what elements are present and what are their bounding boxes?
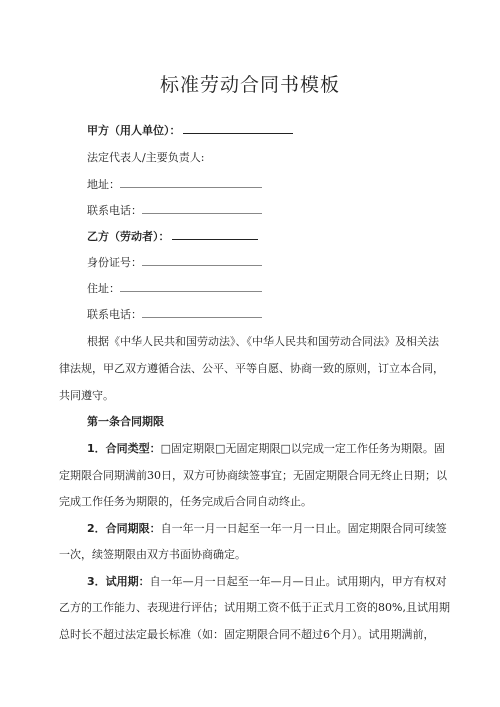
party-a-phone-blank xyxy=(142,203,262,214)
party-a-phone-label: 联系电话： xyxy=(87,204,142,217)
intro-line-3: 共同遵守。 xyxy=(59,389,114,402)
id-number-label: 身份证号： xyxy=(87,256,142,269)
party-b-phone-blank xyxy=(142,307,262,318)
article-1-item-3-line-3: 总时长不超过法定最长标准（如：固定期限合同不超过6个月）。试用期满前， xyxy=(59,628,435,641)
party-a-phone-row xyxy=(87,203,262,218)
article-1-item-2-line-1 xyxy=(87,520,500,536)
contract-type-label: 1．合同类型： xyxy=(87,442,161,455)
contract-type-options: □固定期限□无固定期限□以完成一定工作任务为期限。固 xyxy=(160,442,445,455)
id-number-blank xyxy=(142,255,262,266)
legal-rep-label: 法定代表人/主要负责人: xyxy=(87,151,205,164)
intro-line-2: 律法规，甲乙双方遵循合法、公平、平等自愿、协商一致的原则，订立本合同， xyxy=(59,362,444,375)
document-title: 标准劳动合同书模板 xyxy=(159,74,340,96)
id-number-row xyxy=(87,255,262,270)
party-a-name-blank xyxy=(183,123,293,134)
article-1-heading: 第一条合同期限 xyxy=(87,415,164,428)
party-b-address-row xyxy=(87,281,262,296)
party-a-address-row xyxy=(87,177,262,192)
probation-label: 3．试用期： xyxy=(87,575,150,588)
party-b-row xyxy=(87,229,258,244)
article-1-item-3-line-2: 乙方的工作能力、表现进行评估；试用期工资不低于正式月工资的80%,且试用期 xyxy=(59,601,450,614)
party-b-address-blank xyxy=(120,281,262,292)
party-a-row xyxy=(87,123,293,138)
intro-line-1: 根据《中华人民共和国劳动法》、《中华人民共和国劳动合同法》及相关法 xyxy=(87,335,439,348)
article-1-item-1-line-2: 定期限合同期满前30日，双方可协商续签事宜；无固定期限合同无终止日期；以 xyxy=(59,469,447,482)
article-1-item-1-line-1 xyxy=(87,440,500,456)
article-1-item-1-line-3: 完成工作任务为期限的，任务完成后合同自动终止。 xyxy=(59,495,312,508)
party-b-phone-row xyxy=(87,307,262,322)
party-b-phone-label: 联系电话： xyxy=(87,308,142,321)
contract-term-label: 2．合同期限： xyxy=(87,522,161,535)
party-a-address-blank xyxy=(120,177,262,188)
party-b-address-label: 住址： xyxy=(87,282,120,295)
contract-term-text: 自一年一月一日起至一年一月一日止。固定期限合同可续签 xyxy=(160,522,447,535)
party-b-heading: 乙方（劳动者）： xyxy=(87,230,170,243)
party-b-name-blank xyxy=(172,229,258,240)
article-1-item-2-line-2: 一次，续签期限由双方书面协商确定。 xyxy=(59,548,246,561)
party-a-address-label: 地址： xyxy=(87,178,120,191)
party-a-heading: 甲方（用人单位）： xyxy=(87,124,181,137)
article-1-item-3-line-1 xyxy=(87,573,500,589)
probation-text: 自一年—月一日起至一年—月—日止。试用期内，甲方有权对 xyxy=(149,575,447,588)
